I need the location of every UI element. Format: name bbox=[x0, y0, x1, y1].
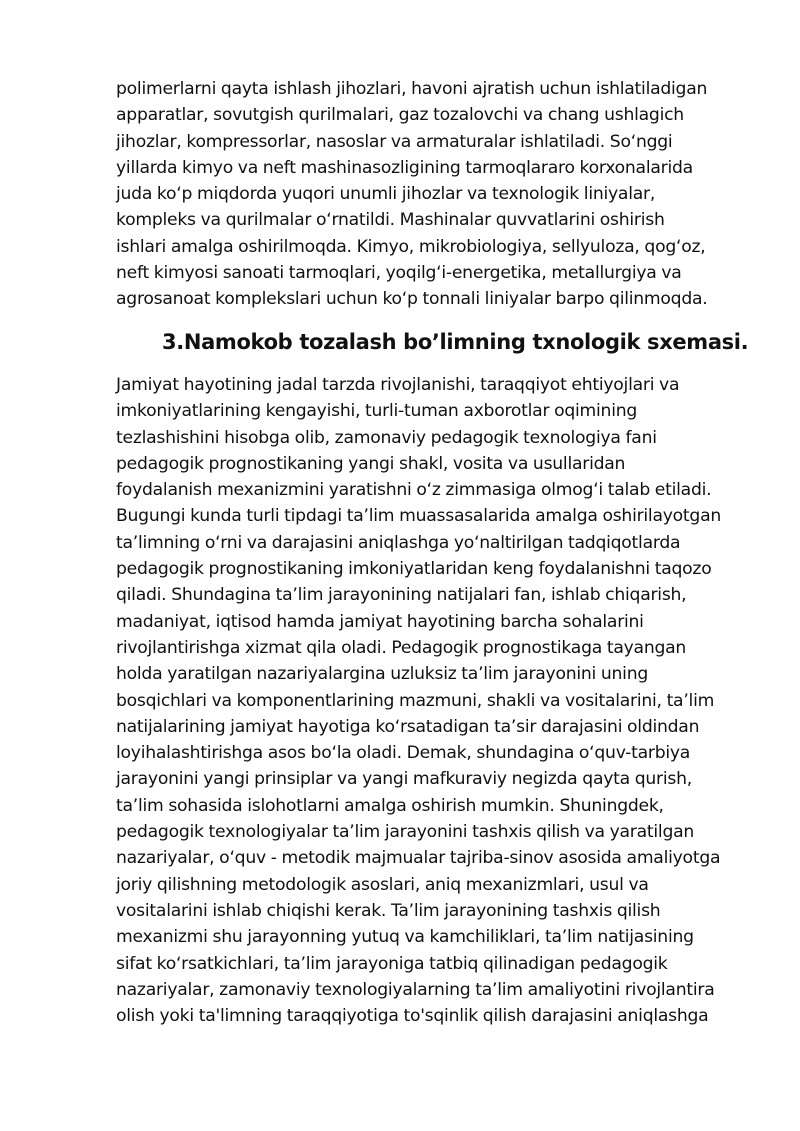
section-heading: 3.Namokob tozalash bo’limning txnologik sxemasi. bbox=[162, 330, 749, 354]
paragraph-line: apparatlar, sovutgish qurilmalari, gaz tozalovchi va chang ushlagich bbox=[116, 105, 684, 126]
paragraph-line: pedagogik prognostikaning imkoniyatlaridan keng foydalanishni taqozo bbox=[116, 559, 712, 580]
paragraph-line: pedagogik prognostikaning yangi shakl, vosita va usullaridan bbox=[116, 453, 626, 474]
paragraph-line: ta’limning o‘rni va darajasini aniqlashga yo‘naltirilgan tadqiqotlarda bbox=[116, 532, 681, 553]
paragraph-line: ta’lim sohasida islohotlarni amalga oshirish mumkin. Shuningdek, bbox=[116, 795, 664, 816]
paragraph-line: kompleks va qurilmalar o‘rnatildi. Mashinalar quvvatlarini oshirish bbox=[116, 210, 665, 231]
paragraph-line: pedagogik texnologiyalar ta’lim jarayonini tashxis qilish va yaratilgan bbox=[116, 822, 695, 843]
paragraph-line: qiladi. Shundagina ta’lim jarayonining natijalari fan, ishlab chiqarish, bbox=[116, 585, 687, 606]
paragraph-line: Jamiyat hayotining jadal tarzda rivojlanishi, taraqqiyot ehtiyojlari va bbox=[116, 375, 680, 395]
paragraph-line: madaniyat, iqtisod hamda jamiyat hayotining barcha sohalarini bbox=[116, 611, 644, 632]
paragraph-line: rivojlantirishga xizmat qila oladi. Pedagogik prognostikaga tayangan bbox=[116, 637, 687, 658]
paragraph-line: juda ko‘p miqdorda yuqori unumli jihozlar va texnologik liniyalar, bbox=[116, 184, 656, 205]
paragraph-line: foydalanish mexanizmini yaratishni o‘z zimmasiga olmog‘i talab etiladi. bbox=[116, 480, 712, 501]
paragraph-line: nazariyalar, zamonaviy texnologiyalarning ta’lim amaliyotini rivojlantira bbox=[116, 979, 715, 1000]
paragraph-line: joriy qilishning metodologik asoslari, aniq mexanizmlari, usul va bbox=[116, 874, 649, 895]
paragraph-line: mexanizmi shu jarayonning yutuq va kamchiliklari, ta’lim natijasining bbox=[116, 927, 694, 948]
paragraph-line: holda yaratilgan nazariyalargina uzluksiz ta’lim jarayonini uning bbox=[116, 664, 649, 685]
paragraph-line: vositalarini ishlab chiqishi kerak. Ta’lim jarayonining tashxis qilish bbox=[116, 900, 661, 921]
paragraph-line: sifat ko‘rsatkichlari, ta’lim jarayoniga tatbiq qilinadigan pedagogik bbox=[116, 953, 668, 974]
paragraph-line: yillarda kimyo va neft mashinasozligining tarmoqlararo korxonalarida bbox=[116, 157, 693, 178]
paragraph-line: olish yoki ta'limning taraqqiyotiga to'sqinlik qilish darajasini aniqlashga bbox=[116, 1006, 709, 1027]
paragraph-line: bosqichlari va komponentlarining mazmuni, shakli va vositalarini, ta’lim bbox=[116, 690, 715, 711]
paragraph-line: tezlashishini hisobga olib, zamonaviy pedagogik texnologiya fani bbox=[116, 427, 657, 448]
paragraph-line: nazariyalar, o‘quv - metodik majmualar tajriba-sinov asosida amaliyotga bbox=[116, 848, 721, 869]
paragraph-1 bbox=[116, 76, 756, 313]
paragraph-line: natijalarining jamiyat hayotiga ko‘rsatadigan ta’sir darajasini oldindan bbox=[116, 716, 700, 737]
paragraph-line: neft kimyosi sanoati tarmoqlari, yoqilg‘i-energetika, metallurgiya va bbox=[116, 263, 682, 284]
paragraph-line: loyihalashtirishga asos bo‘la oladi. Demak, shundagina o‘quv-tarbiya bbox=[116, 743, 691, 764]
paragraph-line: imkoniyatlarining kengayishi, turli-tuman axborotlar oqimining bbox=[116, 401, 638, 422]
paragraph-line: Bugungi kunda turli tipdagi ta’lim muassasalarida amalga oshirilayotgan bbox=[116, 506, 722, 527]
paragraph-line: ishlari amalga oshirilmoqda. Kimyo, mikrobiologiya, sellyuloza, qog‘oz, bbox=[116, 236, 706, 257]
paragraph-line: agrosanoat komplekslari uchun ko‘p tonnali liniyalar barpo qilinmoqda. bbox=[116, 289, 708, 310]
paragraph-2 bbox=[116, 372, 756, 1029]
paragraph-line: jihozlar, kompressorlar, nasoslar va armaturalar ishlatiladi. So‘nggi bbox=[116, 131, 673, 152]
paragraph-line: polimerlarni qayta ishlash jihozlari, havoni ajratish uchun ishlatiladigan bbox=[116, 79, 708, 99]
paragraph-line: jarayonini yangi prinsiplar va yangi mafkuraviy negizda qayta qurish, bbox=[116, 769, 692, 790]
